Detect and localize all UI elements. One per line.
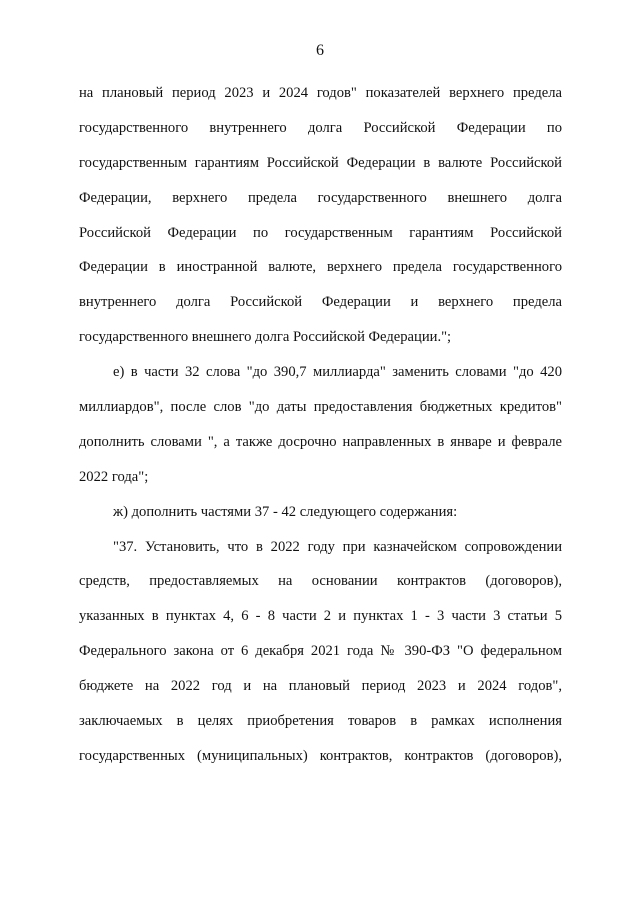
text-line: средств, предоставляемых на основании контрактов (договоров), xyxy=(79,573,562,590)
document-body xyxy=(79,76,562,774)
text-line: государственного внутреннего долга Российской Федерации по xyxy=(79,119,562,136)
text-line: бюджете на 2022 год и на плановый период 2023 и 2024 годов", xyxy=(79,678,562,695)
text-line: внутреннего долга Российской Федерации и верхнего предела xyxy=(79,294,562,311)
text-line: Федерации в иностранной валюте, верхнего предела государственного xyxy=(79,259,562,276)
text-line: 2022 года"; xyxy=(79,468,149,485)
text-line: государственным гарантиям Российской Федерации в валюте Российской xyxy=(79,154,562,171)
text-line: дополнить словами ", а также досрочно направленных в январе и феврале xyxy=(79,433,562,450)
text-line: государственных (муниципальных) контрактов, контрактов (договоров), xyxy=(79,747,562,764)
text-line: Федерации, верхнего предела государственного внешнего долга xyxy=(79,189,562,206)
text-line: миллиардов", после слов "до даты предоставления бюджетных кредитов" xyxy=(79,399,562,416)
text-line: Российской Федерации по государственным гарантиям Российской xyxy=(79,224,562,241)
text-line: Федерального закона от 6 декабря 2021 года № 390-ФЗ "О федеральном xyxy=(79,643,562,660)
page-number: 6 xyxy=(316,42,324,59)
text-line: государственного внешнего долга Российской Федерации."; xyxy=(79,329,452,346)
text-line: на плановый период 2023 и 2024 годов" показателей верхнего предела xyxy=(79,85,562,101)
text-line: "37. Установить, что в 2022 году при казначейском сопровождении xyxy=(113,538,562,555)
text-line: указанных в пунктах 4, 6 - 8 части 2 и пунктах 1 - 3 части 3 статьи 5 xyxy=(79,608,562,625)
text-line: е) в части 32 слова "до 390,7 миллиарда" заменить словами "до 420 xyxy=(113,364,562,381)
text-line: заключаемых в целях приобретения товаров в рамках исполнения xyxy=(79,713,562,730)
text-line: ж) дополнить частями 37 - 42 следующего содержания: xyxy=(113,503,458,520)
